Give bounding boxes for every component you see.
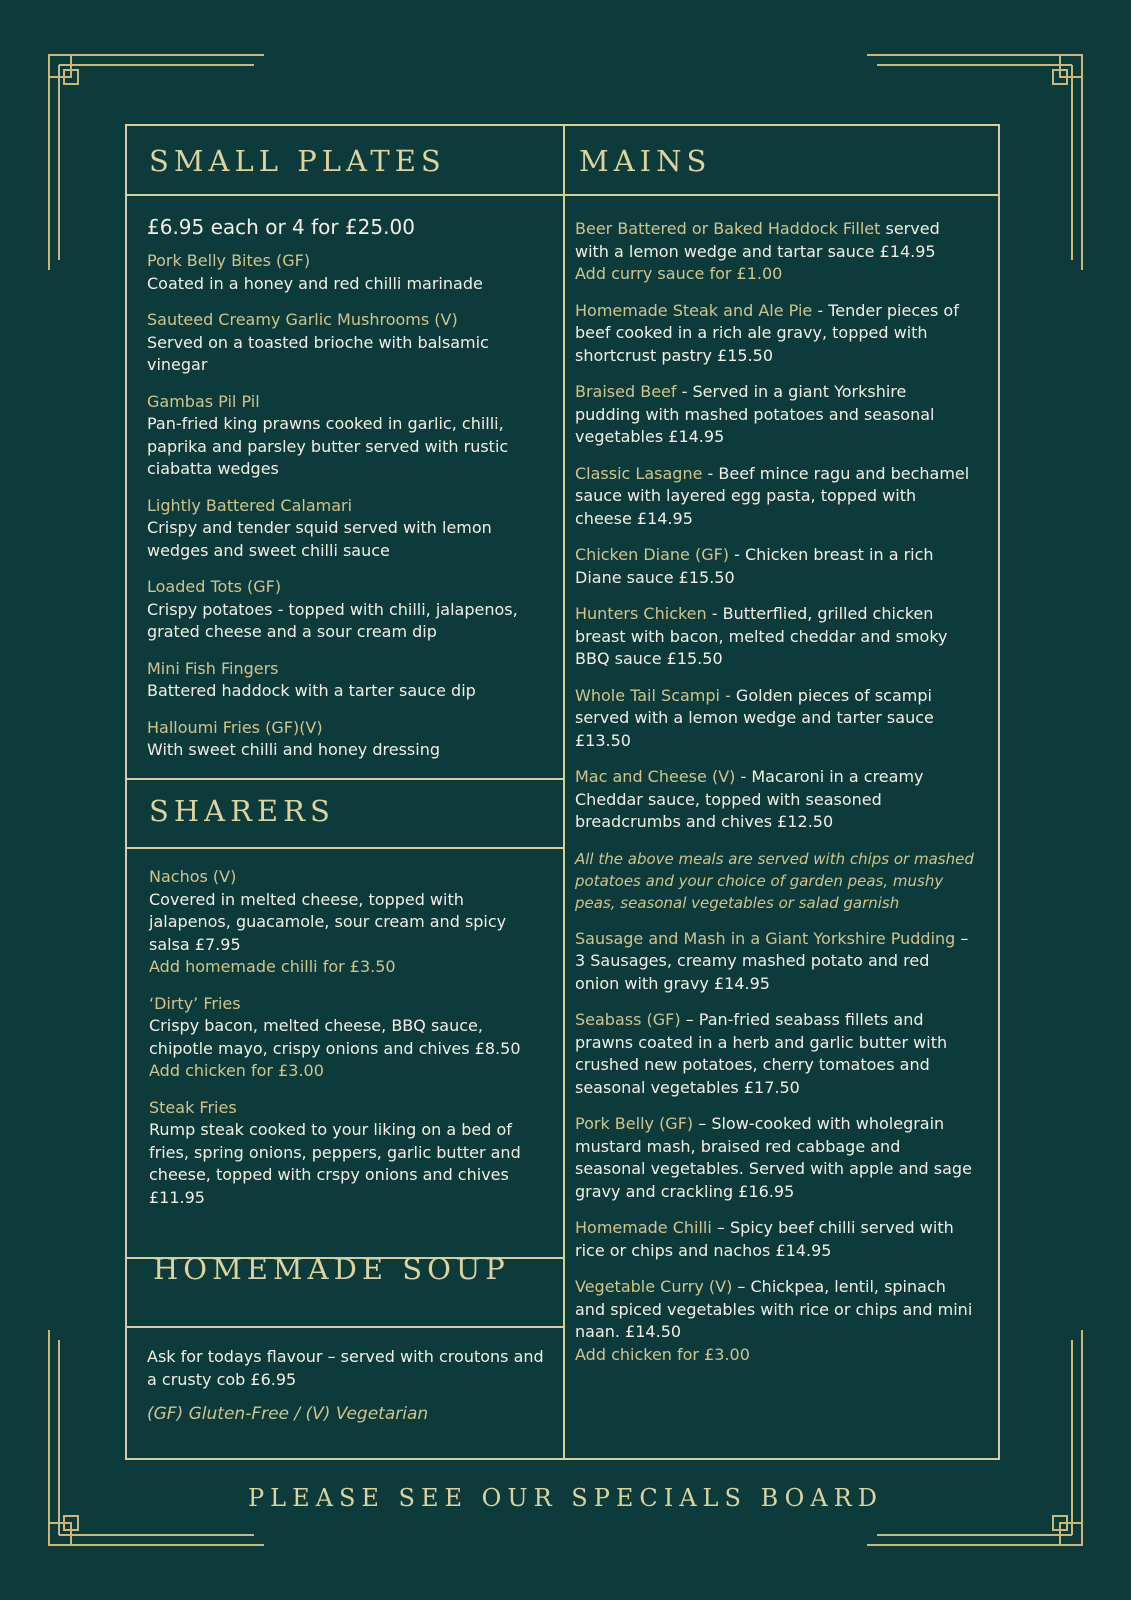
menu-item — [575, 928, 975, 996]
item-desc: Coated in a honey and red chilli marinade — [147, 273, 483, 293]
item-desc: - Served in a giant Yorkshire pudding with mashed potatoes and seasonal vegetables £14.95 — [575, 382, 935, 446]
item-name: Chicken Diane (GF) — [575, 545, 730, 564]
item-desc: With sweet chilli and honey dressing — [147, 740, 440, 759]
menu-item — [575, 544, 975, 589]
item-desc: Covered in melted cheese, topped with jalapenos, guacamole, sour cream and spicy salsa £7.95 — [149, 889, 507, 954]
item-desc: - Beef mince ragu and bechamel sauce with layered egg pasta, topped with cheese £14.95 — [575, 463, 970, 528]
item-name: Homemade Steak and Ale Pie — [575, 300, 813, 320]
menu-item — [575, 1276, 975, 1366]
item-name: Pork Belly (GF) — [575, 1114, 694, 1133]
menu-item — [147, 576, 547, 644]
item-desc: – 3 Sausages, creamy mashed potato and red onion with gravy £14.95 — [575, 928, 969, 993]
menu-item — [575, 766, 975, 834]
item-desc: - Macaroni in a creamy Cheddar sauce, topped with seasoned breadcrumbs and chives £12.50 — [575, 767, 924, 831]
item-name: Sausage and Mash in a Giant Yorkshire Pudding — [575, 928, 956, 948]
menu-item — [147, 309, 547, 377]
divider — [127, 194, 563, 196]
item-name: Beer Battered or Baked Haddock Fillet — [575, 219, 881, 238]
item-desc: – Pan-fried seabass fillets and prawns coated in a herb and garlic butter with crushed new potatoes, cherry tomatoes and seasonal vegetables £17.50 — [575, 1010, 948, 1097]
item-name: Vegetable Curry (V) — [575, 1277, 733, 1296]
item-addon: Add chicken for £3.00 — [149, 1061, 324, 1080]
soup-section — [147, 1346, 547, 1426]
item-desc: Pan-fried king prawns cooked in garlic, chilli, paprika and parsley butter served with rustic ciabatta wedges — [147, 414, 509, 478]
item-name: Pork Belly Bites (GF) — [147, 251, 311, 270]
menu-item — [575, 603, 975, 671]
item-desc: – Slow-cooked with wholegrain mustard mash, braised red cabbage and seasonal vegetables. Served with apple and sage gravy and crackling £16.95 — [575, 1114, 972, 1201]
item-desc: Golden pieces of scampi served with a lemon wedge and tarter sauce £13.50 — [575, 685, 934, 750]
menu-item — [575, 1217, 975, 1262]
item-desc: Crispy potatoes - topped with chilli, jalapenos, grated cheese and a sour cream dip — [147, 599, 518, 641]
divider — [127, 778, 563, 780]
sharers-section — [149, 866, 545, 1223]
menu-item — [147, 250, 547, 295]
item-name: Braised Beef — [575, 382, 677, 401]
item-name: Loaded Tots (GF) — [147, 577, 282, 596]
menu-item — [147, 391, 547, 481]
item-name: Nachos (V) — [149, 867, 237, 886]
sharers-heading: SHARERS — [149, 794, 335, 828]
dietary-legend: (GF) Gluten-Free / (V) Vegetarian — [147, 1404, 429, 1424]
divider — [563, 194, 998, 196]
mains-section — [575, 218, 975, 1380]
item-desc: Served on a toasted brioche with balsamic vinegar — [147, 332, 489, 374]
item-name: Halloumi Fries (GF)(V) — [147, 717, 323, 737]
item-name: Whole Tail Scampi - — [575, 685, 731, 705]
small-plates-heading: SMALL PLATES — [149, 144, 446, 178]
item-desc: – Spicy beef chilli served with rice or chips and nachos £14.95 — [575, 1218, 954, 1260]
sides-note: All the above meals are served with chips or mashed potatoes and your choice of garden peas, mushy peas, seasonal vegetables or salad garnish — [575, 849, 974, 912]
item-name: Classic Lasagne — [575, 463, 703, 483]
item-name: ‘Dirty’ Fries — [149, 993, 241, 1013]
item-desc: Crispy bacon, melted cheese, BBQ sauce, chipotle mayo, crispy onions and chives £8.50 — [149, 1016, 521, 1058]
menu-item — [575, 463, 975, 531]
menu-item — [149, 1097, 545, 1210]
divider — [127, 1326, 563, 1328]
menu-item — [575, 1113, 975, 1203]
item-name: Steak Fries — [149, 1097, 237, 1117]
soup-desc: Ask for todays flavour – served with croutons and a crusty cob £6.95 — [147, 1347, 544, 1389]
mains-heading: MAINS — [579, 144, 712, 178]
item-desc: – Chickpea, lentil, spinach and spiced vegetables with rice or chips and mini naan. £14.50 — [575, 1277, 973, 1341]
item-name: Mac and Cheese (V) — [575, 767, 736, 786]
item-desc: - Tender pieces of beef cooked in a rich ale gravy, topped with shortcrust pastry £15.50 — [575, 300, 959, 365]
divider — [127, 847, 563, 849]
menu-item — [147, 495, 547, 563]
menu-item — [147, 717, 547, 762]
item-name: Sauteed Creamy Garlic Mushrooms (V) — [147, 310, 458, 329]
menu-frame — [125, 124, 1000, 1460]
item-desc: served with a lemon wedge and tartar sauce £14.95 — [575, 219, 940, 261]
item-addon: Add homemade chilli for £3.50 — [149, 957, 396, 976]
item-desc: Battered haddock with a tarter sauce dip — [147, 681, 476, 700]
item-name: Gambas Pil Pil — [147, 391, 260, 411]
item-name: Mini Fish Fingers — [147, 658, 279, 678]
menu-item — [575, 300, 975, 368]
item-desc: Rump steak cooked to your liking on a bed of fries, spring onions, peppers, garlic butter and cheese, topped with crspy onions and chives £11.95 — [149, 1120, 521, 1207]
item-name: Seabass (GF) — [575, 1010, 681, 1029]
menu-item — [575, 381, 975, 449]
item-addon: Add chicken for £3.00 — [575, 1344, 750, 1364]
small-plates-price: £6.95 each or 4 for £25.00 — [147, 215, 415, 239]
small-plates-section — [147, 214, 547, 776]
item-name: Hunters Chicken — [575, 604, 707, 623]
menu-item — [149, 866, 545, 979]
item-name: Lightly Battered Calamari — [147, 495, 353, 515]
menu-item — [149, 993, 545, 1083]
soup-heading: HOMEMADE SOUP — [153, 1252, 510, 1286]
menu-item — [147, 658, 547, 703]
item-name: Homemade Chilli — [575, 1218, 712, 1237]
menu-item — [575, 685, 975, 753]
column-divider — [563, 126, 565, 1458]
menu-item — [575, 218, 975, 286]
item-addon: Add curry sauce for £1.00 — [575, 264, 783, 283]
item-desc: - Chicken breast in a rich Diane sauce £15.50 — [575, 545, 934, 587]
menu-item — [575, 1009, 975, 1099]
item-desc: Crispy and tender squid served with lemon wedges and sweet chilli sauce — [147, 518, 492, 560]
item-desc: - Butterflied, grilled chicken breast with bacon, melted cheddar and smoky BBQ sauce £15.50 — [575, 604, 948, 668]
specials-footer: PLEASE SEE OUR SPECIALS BOARD — [248, 1484, 883, 1512]
